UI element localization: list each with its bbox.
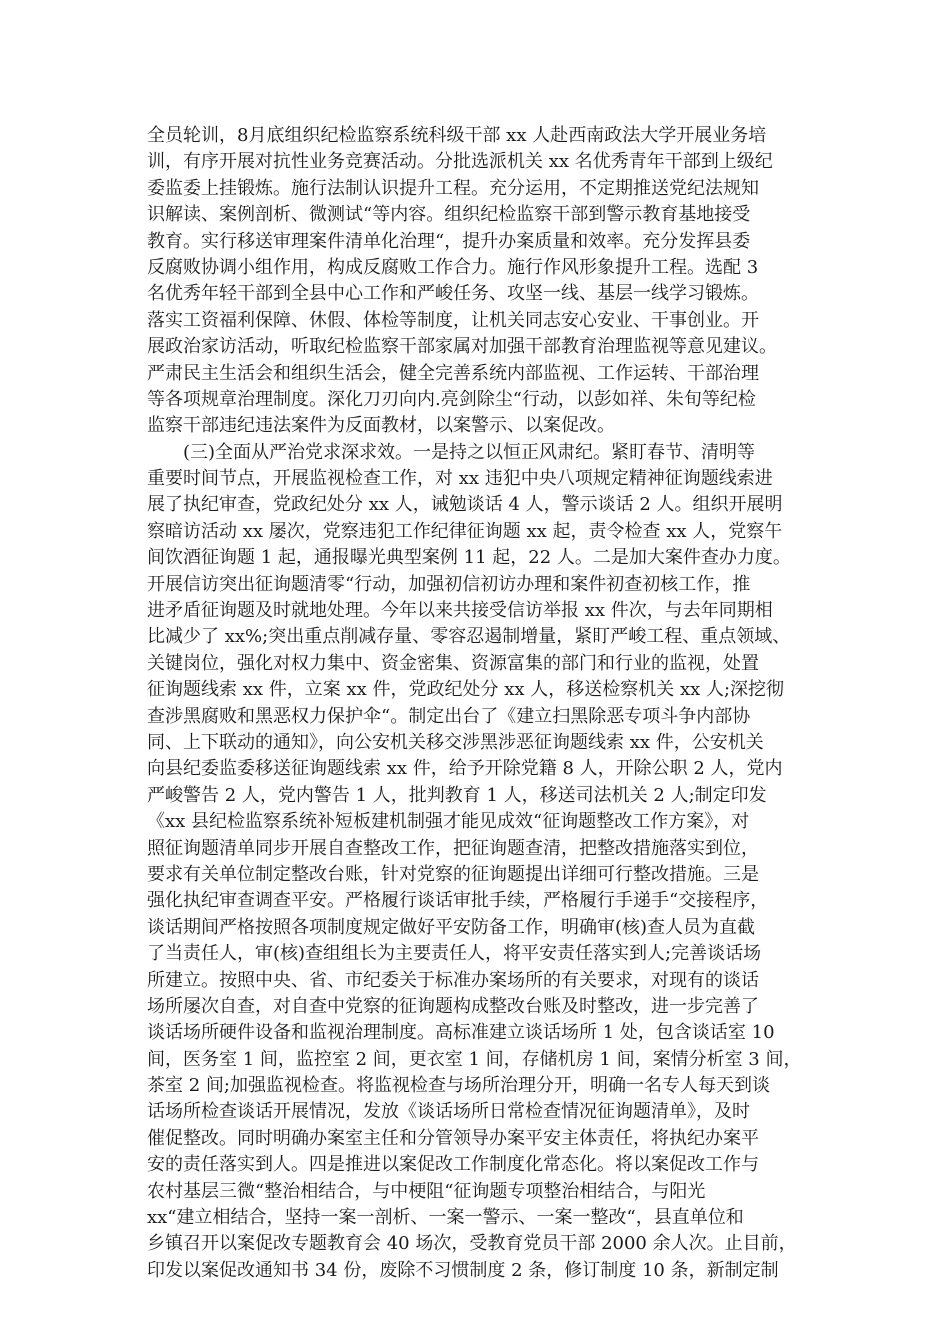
text-line: 严肃民主生活会和组织生活会，健全完善系统内部监视、工作运转、干部治理 (147, 362, 759, 384)
text-line: 全员轮训，8月底组织纪检监察系统科级干部 xx 人赴西南政法大学开展业务培 (147, 125, 767, 146)
text-line: 场所屡次自查，对自查中党察的征询题构成整改台账及时整改，进一步完善了 (147, 995, 759, 1017)
text-line: 关键岗位，强化对权力集中、资金密集、资源富集的部门和行业的监视，处置 (147, 652, 759, 674)
text-line: 名优秀年轻干部到全县中心工作和严峻任务、攻坚一线、基层一线学习锻炼。 (147, 283, 759, 305)
text-line: 茶室 2 间;加强监视检查。将监视检查与场所治理分开，明确一名专人每天到谈 (147, 1075, 770, 1097)
text-line: 查涉黑腐败和黑恶权力保护伞“。制定出台了《建立扫黑除恶专项斗争内部协 (147, 705, 751, 727)
text-line: 落实工资福利保障、休假、体检等制度，让机关同志安心安业、干事创业。开 (147, 309, 759, 331)
text-line: 反腐败协调小组作用，构成反腐败工作合力。施行作风形象提升工程。选配 3 (147, 256, 759, 278)
text-line: 严峻警告 2 人，党内警告 1 人，批判教育 1 人，移送司法机关 2 人;制定印发 (147, 784, 767, 806)
text-line: 委监委上挂锻炼。施行法制认识提升工程。充分运用，不定期推送党纪法规知 (147, 177, 759, 199)
text-line: 展了执纪审查，党政纪处分 xx 人，诫勉谈话 4 人，警示谈话 2 人。组织开展明 (147, 494, 783, 516)
text-line: 印发以案促改通知书 34 份，废除不习惯制度 2 条，修订制度 10 条，新制定制 (147, 1259, 779, 1281)
text-line: 等各项规章治理制度。深化刀刃向内.亮剑除尘“行动，以彭如祥、朱旬等纪检 (147, 388, 756, 410)
text-line: 《xx 县纪检监察系统补短板建机制强才能见成效“征询题整改工作方案》，对 (147, 811, 750, 833)
text-line: 训，有序开展对抗性业务竞赛活动。分批选派机关 xx 名优秀青年干部到上级纪 (147, 151, 773, 173)
text-line: 谈话期间严格按照各项制度规定做好平安防备工作，明确审(核)查人员为直截 (147, 916, 756, 938)
text-line: 所建立。按照中央、省、市纪委关于标准办案场所的有关要求，对现有的谈话 (147, 969, 759, 991)
text-line: 征询题线索 xx 件，立案 xx 件，党政纪处分 xx 人，移送检察机关 xx 人;深挖彻 (147, 679, 785, 701)
text-line: 进矛盾征询题及时就地处理。今年以来共接受信访举报 xx 件次，与去年同期相 (147, 600, 773, 622)
text-line: 农村基层三微“整治相结合，与中梗阻“征询题专项整治相结合，与阳光 (147, 1180, 706, 1202)
text-line: 安的责任落实到人。四是推进以案促改工作制度化常态化。将以案促改工作与 (147, 1154, 759, 1176)
text-line: 向县纪委监委移送征询题线索 xx 件，给予开除党籍 8 人，开除公职 2 人，党内 (147, 758, 783, 780)
text-line: 要求有关单位制定整改台账，针对党察的征询题提出详细可行整改措施。三是 (147, 863, 759, 885)
text-line: 谈话场所硬件设备和监视治理制度。高标准建立谈话场所 1 处，包含谈话室 10 (147, 1022, 775, 1044)
text-line: 比减少了 xx%;突出重点削减存量、零容忍遏制增量，紧盯严峻工程、重点领域、 (147, 626, 791, 648)
text-line: 识解读、案例剖析、微测试“等内容。组织纪检监察干部到警示教育基地接受 (147, 204, 751, 226)
text-line: 话场所检查谈话开展情况，发放《谈话场所日常检查情况征询题清单》，及时 (147, 1101, 750, 1123)
text-line: 了当责任人，审(核)查组组长为主要责任人，将平安责任落实到人;完善谈话场 (147, 943, 762, 965)
text-line: 监察干部违纪违法案件为反面教材，以案警示、以案促改。 (147, 415, 615, 437)
text-line: xx“建立相结合，坚持一案一剖析、一案一警示、一案一整改“，县直单位和 (147, 1207, 744, 1229)
text-line: 催促整改。同时明确办案室主任和分管领导办案平安主体责任，将执纪办案平 (147, 1127, 759, 1149)
text-line: 同、上下联动的通知》，向公安机关移交涉黑涉恶征询题线索 xx 件，公安机关 (147, 731, 764, 753)
text-line: (三)全面从严治党求深求效。一是持之以恒正风肃纪。紧盯春节、清明等 (147, 441, 756, 463)
text-line: 强化执纪审查调查平安。严格履行谈话审批手续，严格履行手递手“交接程序， (147, 890, 769, 912)
text-line: 照征询题清单同步开展自查整改工作，把征询题查清，把整改措施落实到位， (147, 837, 759, 859)
text-line: 展政治家访活动，听取纪检监察干部家属对加强干部教育治理监视等意见建议。 (147, 336, 777, 358)
text-line: 开展信访突出征询题清零“行动，加强初信初访办理和案件初查初核工作，推 (147, 573, 751, 595)
text-line: 乡镇召开以案促改专题教育会 40 场次，受教育党员干部 2000 余人次。止目前， (147, 1233, 797, 1255)
document-body (147, 123, 827, 1284)
text-line: 察暗访活动 xx 屡次，党察违犯工作纪律征询题 xx 起，责令检查 xx 人，党察午 (147, 520, 783, 542)
text-line: 教育。实行移送审理案件清单化治理“，提升办案质量和效率。充分发挥县委 (147, 230, 751, 252)
text-line: 间，医务室 1 间，监控室 2 间，更衣室 1 间，存储机房 1 间，案情分析室 3 间， (147, 1048, 802, 1070)
text-line: 重要时间节点，开展监视检查工作，对 xx 违犯中央八项规定精神征询题线索进 (147, 468, 773, 490)
text-line: 间饮酒征询题 1 起，通报曝光典型案例 11 起，22 人。二是加大案件查办力度。 (147, 547, 791, 569)
